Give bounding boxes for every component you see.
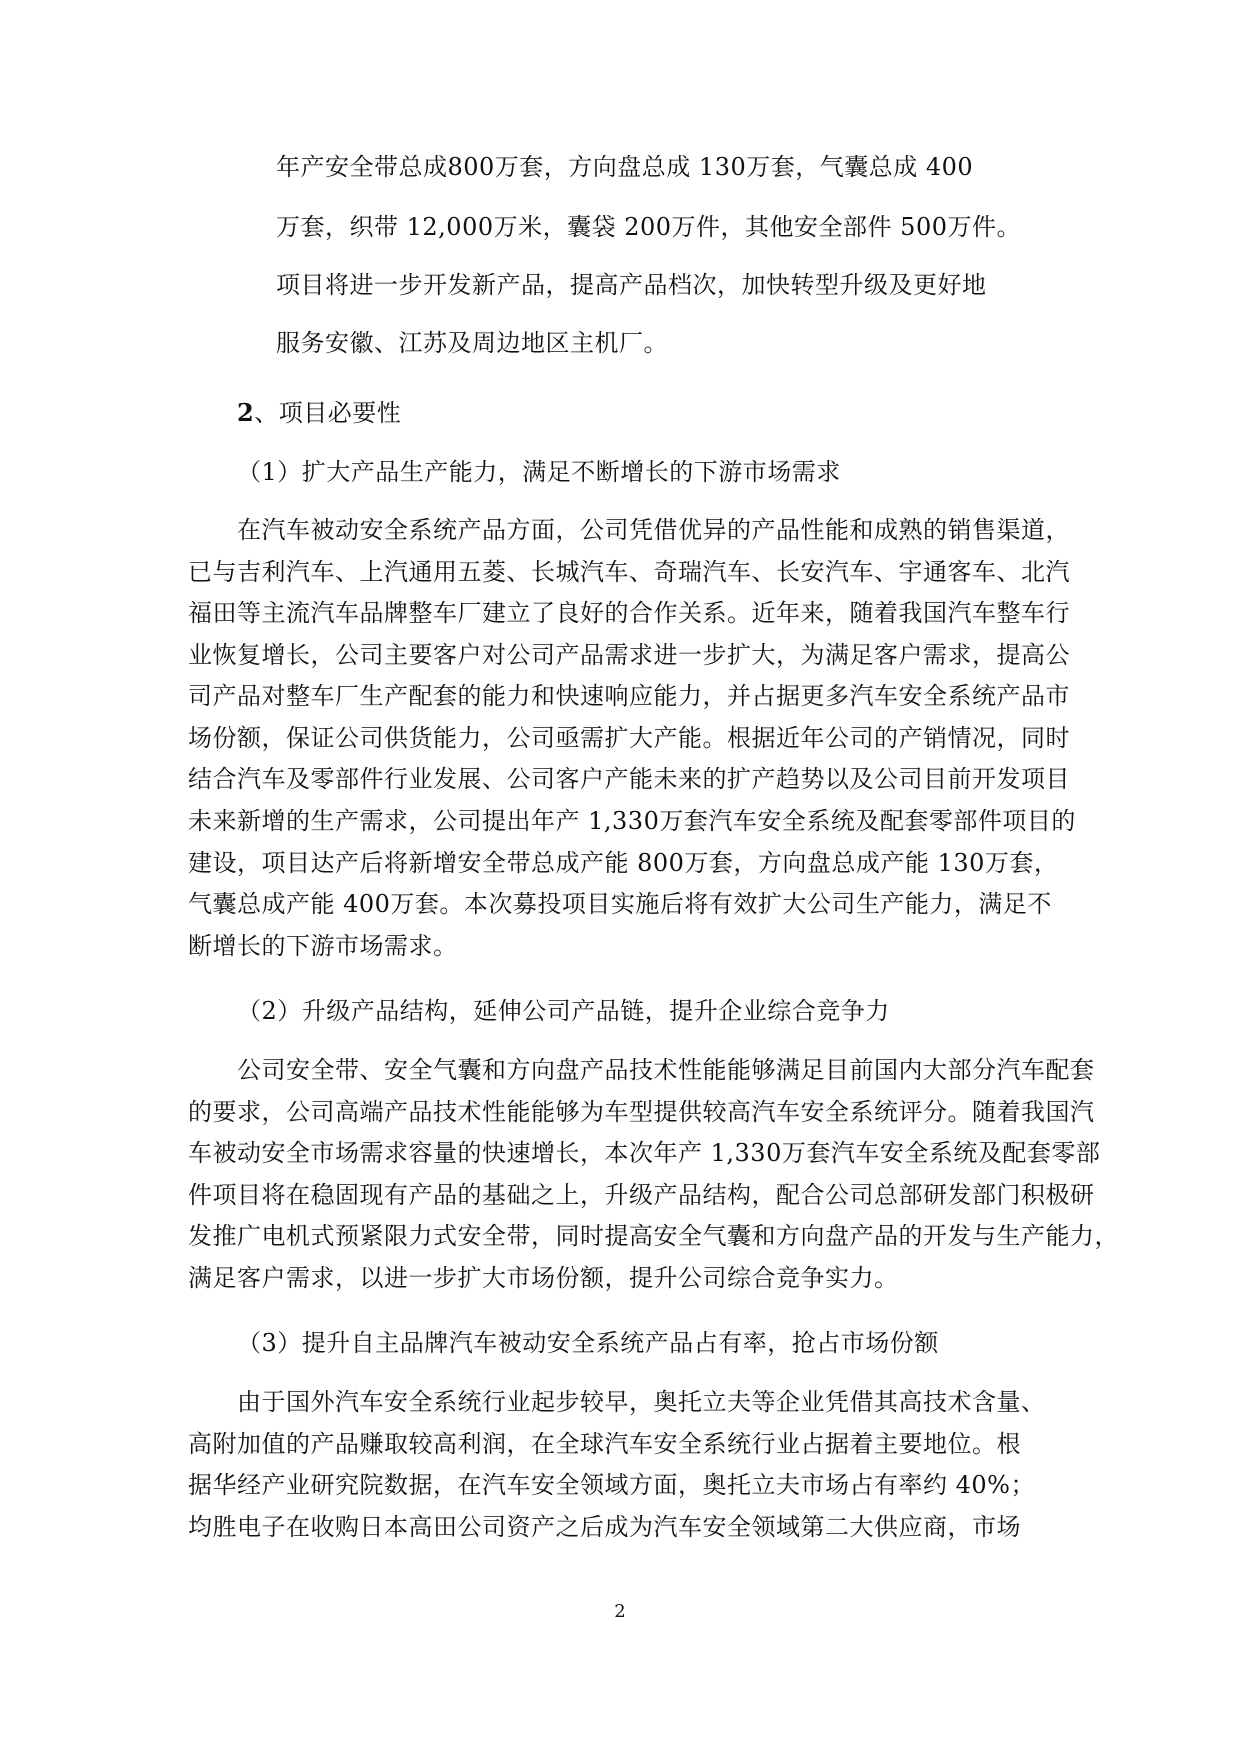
paragraph-line: 满足客户需求，以进一步扩大市场份额，提升公司综合竞争实力。: [188, 1264, 899, 1292]
subsection-heading: （2）升级产品结构，延伸公司产品链，提升企业综合竞争力: [237, 997, 890, 1025]
intro-line: 万套，织带 12,000万米，囊袋 200万件，其他安全部件 500万件。: [276, 213, 1021, 241]
subsection-heading: （3）提升自主品牌汽车被动安全系统产品占有率，抢占市场份额: [237, 1329, 939, 1357]
paragraph-line: 据华经产业研究院数据，在汽车安全领域方面，奥托立夫市场占有率约 40%；: [188, 1471, 1035, 1499]
paragraph-line: 场份额，保证公司供货能力，公司亟需扩大产能。根据近年公司的产销情况，同时: [188, 724, 1070, 752]
paragraph-line: 建设，项目达产后将新增安全带总成产能 800万套，方向盘总成产能 130万套，: [188, 849, 1059, 877]
intro-line: 项目将进一步开发新产品，提高产品档次，加快转型升级及更好地: [276, 271, 987, 299]
paragraph-line: 公司安全带、安全气囊和方向盘产品技术性能能够满足目前国内大部分汽车配套: [237, 1056, 1095, 1084]
section-number: 2: [237, 398, 255, 427]
paragraph-line: 件项目将在稳固现有产品的基础之上，升级产品结构，配合公司总部研发部门积极研: [188, 1181, 1095, 1209]
paragraph-line: 在汽车被动安全系统产品方面，公司凭借优异的产品性能和成熟的销售渠道，: [237, 516, 1070, 544]
paragraph-line: 由于国外汽车安全系统行业起步较早，奥托立夫等企业凭借其高技术含量、: [237, 1388, 1046, 1416]
paragraph-line: 的要求，公司高端产品技术性能能够为车型提供较高汽车安全系统评分。随着我国汽: [188, 1098, 1095, 1126]
section-heading: [237, 398, 401, 428]
paragraph-line: 结合汽车及零部件行业发展、公司客户产能未来的扩产趋势以及公司目前开发项目: [188, 765, 1070, 793]
paragraph-line: 业恢复增长，公司主要客户对公司产品需求进一步扩大，为满足客户需求，提高公: [188, 641, 1070, 669]
paragraph-line: 均胜电子在收购日本高田公司资产之后成为汽车安全领域第二大供应商，市场: [188, 1513, 1021, 1541]
paragraph-line: 已与吉利汽车、上汽通用五菱、长城汽车、奇瑞汽车、长安汽车、宇通客车、北汽: [188, 558, 1070, 586]
intro-line: 年产安全带总成800万套，方向盘总成 130万套，气囊总成 400: [276, 153, 974, 181]
section-title: 、项目必要性: [254, 399, 402, 427]
paragraph-line: 断增长的下游市场需求。: [188, 932, 458, 960]
paragraph-line: 未来新增的生产需求，公司提出年产 1,330万套汽车安全系统及配套零部件项目的: [188, 807, 1076, 835]
paragraph-line: 车被动安全市场需求容量的快速增长，本次年产 1,330万套汽车安全系统及配套零部: [188, 1139, 1101, 1167]
subsection-heading: （1）扩大产品生产能力，满足不断增长的下游市场需求: [237, 458, 841, 486]
intro-line: 服务安徽、江苏及周边地区主机厂。: [276, 329, 668, 357]
paragraph-line: 司产品对整车厂生产配套的能力和快速响应能力，并占据更多汽车安全系统产品市: [188, 682, 1070, 710]
paragraph-line: 气囊总成产能 400万套。本次募投项目实施后将有效扩大公司生产能力，满足不: [188, 890, 1052, 918]
paragraph-line: 高附加值的产品赚取较高利润，在全球汽车安全系统行业占据着主要地位。根: [188, 1430, 1021, 1458]
paragraph-line: 发推广电机式预紧限力式安全带，同时提高安全气囊和方向盘产品的开发与生产能力，: [188, 1222, 1119, 1250]
page-number: 2: [614, 1601, 626, 1622]
paragraph-line: 福田等主流汽车品牌整车厂建立了良好的合作关系。近年来，随着我国汽车整车行: [188, 599, 1070, 627]
